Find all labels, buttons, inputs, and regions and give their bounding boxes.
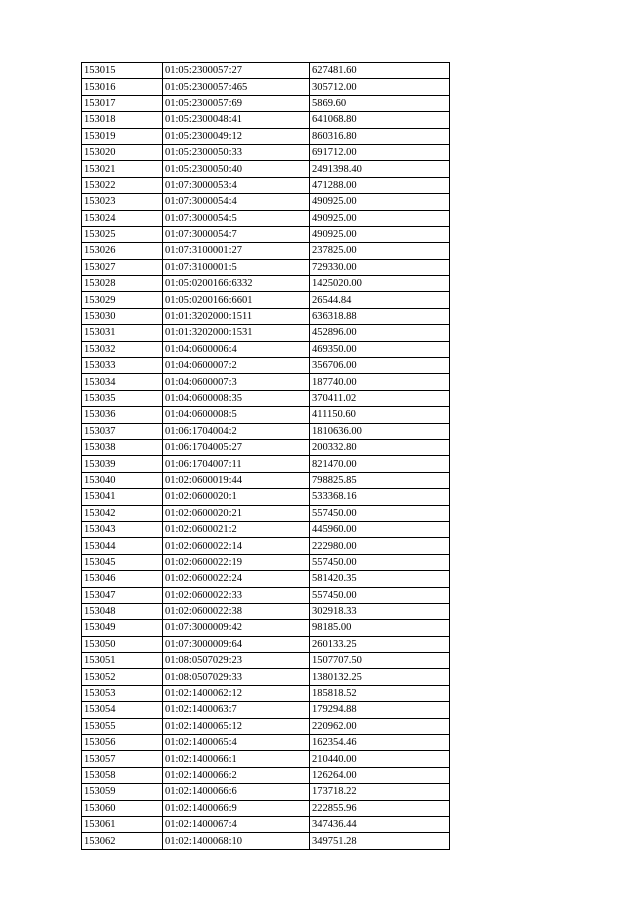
cadastral-number-cell: 01:05:0200166:6332 bbox=[163, 276, 310, 292]
table-row bbox=[82, 144, 450, 160]
table-row bbox=[82, 226, 450, 242]
table-row bbox=[82, 472, 450, 488]
cadastral-number-cell: 01:02:0600022:19 bbox=[163, 554, 310, 570]
cadastral-number-cell: 01:04:0600007:2 bbox=[163, 358, 310, 374]
row-id-cell: 153017 bbox=[82, 95, 163, 111]
table-row bbox=[82, 194, 450, 210]
table-row bbox=[82, 95, 450, 111]
row-id-cell: 153031 bbox=[82, 325, 163, 341]
cadastral-number-cell: 01:02:1400066:1 bbox=[163, 751, 310, 767]
table-row bbox=[82, 112, 450, 128]
cadastral-number-cell: 01:02:0600020:1 bbox=[163, 489, 310, 505]
value-cell: 260133.25 bbox=[310, 636, 450, 652]
cadastral-number-cell: 01:02:0600021:2 bbox=[163, 521, 310, 537]
cadastral-number-cell: 01:02:0600022:14 bbox=[163, 538, 310, 554]
table-row bbox=[82, 489, 450, 505]
cadastral-number-cell: 01:02:0600019:44 bbox=[163, 472, 310, 488]
table-row bbox=[82, 603, 450, 619]
value-cell: 1425020.00 bbox=[310, 276, 450, 292]
table-body bbox=[82, 63, 450, 850]
cadastral-number-cell: 01:07:3000009:64 bbox=[163, 636, 310, 652]
row-id-cell: 153049 bbox=[82, 620, 163, 636]
table-row bbox=[82, 325, 450, 341]
table-row bbox=[82, 177, 450, 193]
table-row bbox=[82, 816, 450, 832]
value-cell: 627481.60 bbox=[310, 63, 450, 79]
row-id-cell: 153023 bbox=[82, 194, 163, 210]
value-cell: 490925.00 bbox=[310, 194, 450, 210]
value-cell: 222980.00 bbox=[310, 538, 450, 554]
value-cell: 798825.85 bbox=[310, 472, 450, 488]
cadastral-number-cell: 01:05:2300057:465 bbox=[163, 79, 310, 95]
value-cell: 210440.00 bbox=[310, 751, 450, 767]
table-row bbox=[82, 390, 450, 406]
row-id-cell: 153058 bbox=[82, 767, 163, 783]
row-id-cell: 153038 bbox=[82, 439, 163, 455]
cadastral-number-cell: 01:02:1400063:7 bbox=[163, 702, 310, 718]
row-id-cell: 153057 bbox=[82, 751, 163, 767]
table-row bbox=[82, 456, 450, 472]
row-id-cell: 153045 bbox=[82, 554, 163, 570]
cadastral-number-cell: 01:08:0507029:33 bbox=[163, 669, 310, 685]
row-id-cell: 153050 bbox=[82, 636, 163, 652]
cadastral-number-cell: 01:05:2300050:33 bbox=[163, 144, 310, 160]
row-id-cell: 153022 bbox=[82, 177, 163, 193]
table-row bbox=[82, 505, 450, 521]
cadastral-number-cell: 01:01:3202000:1531 bbox=[163, 325, 310, 341]
row-id-cell: 153034 bbox=[82, 374, 163, 390]
value-cell: 347436.44 bbox=[310, 816, 450, 832]
table-row bbox=[82, 407, 450, 423]
value-cell: 237825.00 bbox=[310, 243, 450, 259]
cadastral-number-cell: 01:07:3000053:4 bbox=[163, 177, 310, 193]
table-row bbox=[82, 735, 450, 751]
value-cell: 557450.00 bbox=[310, 554, 450, 570]
cadastral-number-cell: 01:01:3202000:1511 bbox=[163, 308, 310, 324]
row-id-cell: 153020 bbox=[82, 144, 163, 160]
table-row bbox=[82, 669, 450, 685]
value-cell: 200332.80 bbox=[310, 439, 450, 455]
row-id-cell: 153046 bbox=[82, 571, 163, 587]
value-cell: 1507707.50 bbox=[310, 653, 450, 669]
row-id-cell: 153019 bbox=[82, 128, 163, 144]
table-row bbox=[82, 128, 450, 144]
value-cell: 222855.96 bbox=[310, 800, 450, 816]
table-row bbox=[82, 341, 450, 357]
row-id-cell: 153055 bbox=[82, 718, 163, 734]
row-id-cell: 153025 bbox=[82, 226, 163, 242]
value-cell: 641068.80 bbox=[310, 112, 450, 128]
value-cell: 1810636.00 bbox=[310, 423, 450, 439]
table-row bbox=[82, 751, 450, 767]
value-cell: 490925.00 bbox=[310, 226, 450, 242]
cadastral-number-cell: 01:02:1400066:2 bbox=[163, 767, 310, 783]
cadastral-number-cell: 01:07:3000054:7 bbox=[163, 226, 310, 242]
cadastral-number-cell: 01:02:1400067:4 bbox=[163, 816, 310, 832]
table-row bbox=[82, 210, 450, 226]
value-cell: 185818.52 bbox=[310, 685, 450, 701]
row-id-cell: 153056 bbox=[82, 735, 163, 751]
table-row bbox=[82, 571, 450, 587]
table-row bbox=[82, 587, 450, 603]
row-id-cell: 153026 bbox=[82, 243, 163, 259]
table-row bbox=[82, 358, 450, 374]
table-row bbox=[82, 521, 450, 537]
table-row bbox=[82, 79, 450, 95]
row-id-cell: 153053 bbox=[82, 685, 163, 701]
cadastral-number-cell: 01:05:2300049:12 bbox=[163, 128, 310, 144]
cadastral-number-cell: 01:04:0600008:35 bbox=[163, 390, 310, 406]
row-id-cell: 153047 bbox=[82, 587, 163, 603]
table-row bbox=[82, 685, 450, 701]
table-row bbox=[82, 767, 450, 783]
cadastral-number-cell: 01:06:1704005:27 bbox=[163, 439, 310, 455]
row-id-cell: 153029 bbox=[82, 292, 163, 308]
value-cell: 452896.00 bbox=[310, 325, 450, 341]
cadastral-number-cell: 01:04:0600006:4 bbox=[163, 341, 310, 357]
table-row bbox=[82, 538, 450, 554]
row-id-cell: 153024 bbox=[82, 210, 163, 226]
row-id-cell: 153030 bbox=[82, 308, 163, 324]
value-cell: 729330.00 bbox=[310, 259, 450, 275]
cadastral-number-cell: 01:06:1704004:2 bbox=[163, 423, 310, 439]
value-cell: 179294.88 bbox=[310, 702, 450, 718]
row-id-cell: 153052 bbox=[82, 669, 163, 685]
value-cell: 162354.46 bbox=[310, 735, 450, 751]
cadastral-number-cell: 01:07:3000054:4 bbox=[163, 194, 310, 210]
cadastral-number-cell: 01:07:3100001:5 bbox=[163, 259, 310, 275]
value-cell: 302918.33 bbox=[310, 603, 450, 619]
table-row bbox=[82, 423, 450, 439]
cadastral-number-cell: 01:08:0507029:23 bbox=[163, 653, 310, 669]
value-cell: 445960.00 bbox=[310, 521, 450, 537]
cadastral-number-cell: 01:05:2300050:40 bbox=[163, 161, 310, 177]
row-id-cell: 153061 bbox=[82, 816, 163, 832]
cadastral-number-cell: 01:07:3100001:27 bbox=[163, 243, 310, 259]
row-id-cell: 153048 bbox=[82, 603, 163, 619]
table-row bbox=[82, 276, 450, 292]
cadastral-number-cell: 01:06:1704007:11 bbox=[163, 456, 310, 472]
value-cell: 349751.28 bbox=[310, 833, 450, 849]
value-cell: 469350.00 bbox=[310, 341, 450, 357]
value-cell: 636318.88 bbox=[310, 308, 450, 324]
cadastral-number-cell: 01:04:0600007:3 bbox=[163, 374, 310, 390]
row-id-cell: 153015 bbox=[82, 63, 163, 79]
row-id-cell: 153021 bbox=[82, 161, 163, 177]
table-row bbox=[82, 636, 450, 652]
value-cell: 356706.00 bbox=[310, 358, 450, 374]
row-id-cell: 153043 bbox=[82, 521, 163, 537]
row-id-cell: 153062 bbox=[82, 833, 163, 849]
row-id-cell: 153016 bbox=[82, 79, 163, 95]
value-cell: 581420.35 bbox=[310, 571, 450, 587]
table-row bbox=[82, 554, 450, 570]
table-row bbox=[82, 308, 450, 324]
value-cell: 98185.00 bbox=[310, 620, 450, 636]
row-id-cell: 153054 bbox=[82, 702, 163, 718]
cadastral-number-cell: 01:02:0600022:33 bbox=[163, 587, 310, 603]
table-row bbox=[82, 161, 450, 177]
value-cell: 173718.22 bbox=[310, 784, 450, 800]
value-cell: 220962.00 bbox=[310, 718, 450, 734]
row-id-cell: 153060 bbox=[82, 800, 163, 816]
row-id-cell: 153039 bbox=[82, 456, 163, 472]
cadastral-number-cell: 01:05:2300057:27 bbox=[163, 63, 310, 79]
row-id-cell: 153033 bbox=[82, 358, 163, 374]
value-cell: 411150.60 bbox=[310, 407, 450, 423]
table-row bbox=[82, 620, 450, 636]
row-id-cell: 153044 bbox=[82, 538, 163, 554]
table-row bbox=[82, 653, 450, 669]
table-row bbox=[82, 374, 450, 390]
table-row bbox=[82, 702, 450, 718]
cadastral-number-cell: 01:07:3000009:42 bbox=[163, 620, 310, 636]
cadastral-number-cell: 01:02:0600020:21 bbox=[163, 505, 310, 521]
value-cell: 2491398.40 bbox=[310, 161, 450, 177]
value-cell: 126264.00 bbox=[310, 767, 450, 783]
table-row bbox=[82, 784, 450, 800]
row-id-cell: 153042 bbox=[82, 505, 163, 521]
row-id-cell: 153035 bbox=[82, 390, 163, 406]
cadastral-number-cell: 01:05:2300048:41 bbox=[163, 112, 310, 128]
value-cell: 187740.00 bbox=[310, 374, 450, 390]
value-cell: 557450.00 bbox=[310, 587, 450, 603]
cadastral-number-cell: 01:02:0600022:24 bbox=[163, 571, 310, 587]
cadastral-number-cell: 01:05:2300057:69 bbox=[163, 95, 310, 111]
table-row bbox=[82, 243, 450, 259]
row-id-cell: 153018 bbox=[82, 112, 163, 128]
value-cell: 691712.00 bbox=[310, 144, 450, 160]
value-cell: 821470.00 bbox=[310, 456, 450, 472]
row-id-cell: 153027 bbox=[82, 259, 163, 275]
cadastral-number-cell: 01:02:1400066:6 bbox=[163, 784, 310, 800]
value-cell: 5869.60 bbox=[310, 95, 450, 111]
row-id-cell: 153037 bbox=[82, 423, 163, 439]
cadastral-number-cell: 01:02:1400062:12 bbox=[163, 685, 310, 701]
table-row bbox=[82, 259, 450, 275]
value-cell: 471288.00 bbox=[310, 177, 450, 193]
table-row bbox=[82, 800, 450, 816]
cadastral-number-cell: 01:02:1400065:4 bbox=[163, 735, 310, 751]
cadastral-number-cell: 01:05:0200166:6601 bbox=[163, 292, 310, 308]
table-row bbox=[82, 63, 450, 79]
data-table bbox=[81, 62, 450, 850]
cadastral-number-cell: 01:07:3000054:5 bbox=[163, 210, 310, 226]
value-cell: 860316.80 bbox=[310, 128, 450, 144]
cadastral-number-cell: 01:02:1400068:10 bbox=[163, 833, 310, 849]
value-cell: 305712.00 bbox=[310, 79, 450, 95]
row-id-cell: 153051 bbox=[82, 653, 163, 669]
cadastral-number-cell: 01:04:0600008:5 bbox=[163, 407, 310, 423]
value-cell: 1380132.25 bbox=[310, 669, 450, 685]
value-cell: 26544.84 bbox=[310, 292, 450, 308]
table-row bbox=[82, 718, 450, 734]
value-cell: 533368.16 bbox=[310, 489, 450, 505]
cadastral-number-cell: 01:02:0600022:38 bbox=[163, 603, 310, 619]
value-cell: 557450.00 bbox=[310, 505, 450, 521]
table-row bbox=[82, 439, 450, 455]
row-id-cell: 153028 bbox=[82, 276, 163, 292]
value-cell: 370411.02 bbox=[310, 390, 450, 406]
row-id-cell: 153041 bbox=[82, 489, 163, 505]
cadastral-number-cell: 01:02:1400065:12 bbox=[163, 718, 310, 734]
row-id-cell: 153040 bbox=[82, 472, 163, 488]
table-row bbox=[82, 292, 450, 308]
row-id-cell: 153036 bbox=[82, 407, 163, 423]
table-row bbox=[82, 833, 450, 849]
cadastral-number-cell: 01:02:1400066:9 bbox=[163, 800, 310, 816]
row-id-cell: 153059 bbox=[82, 784, 163, 800]
value-cell: 490925.00 bbox=[310, 210, 450, 226]
row-id-cell: 153032 bbox=[82, 341, 163, 357]
